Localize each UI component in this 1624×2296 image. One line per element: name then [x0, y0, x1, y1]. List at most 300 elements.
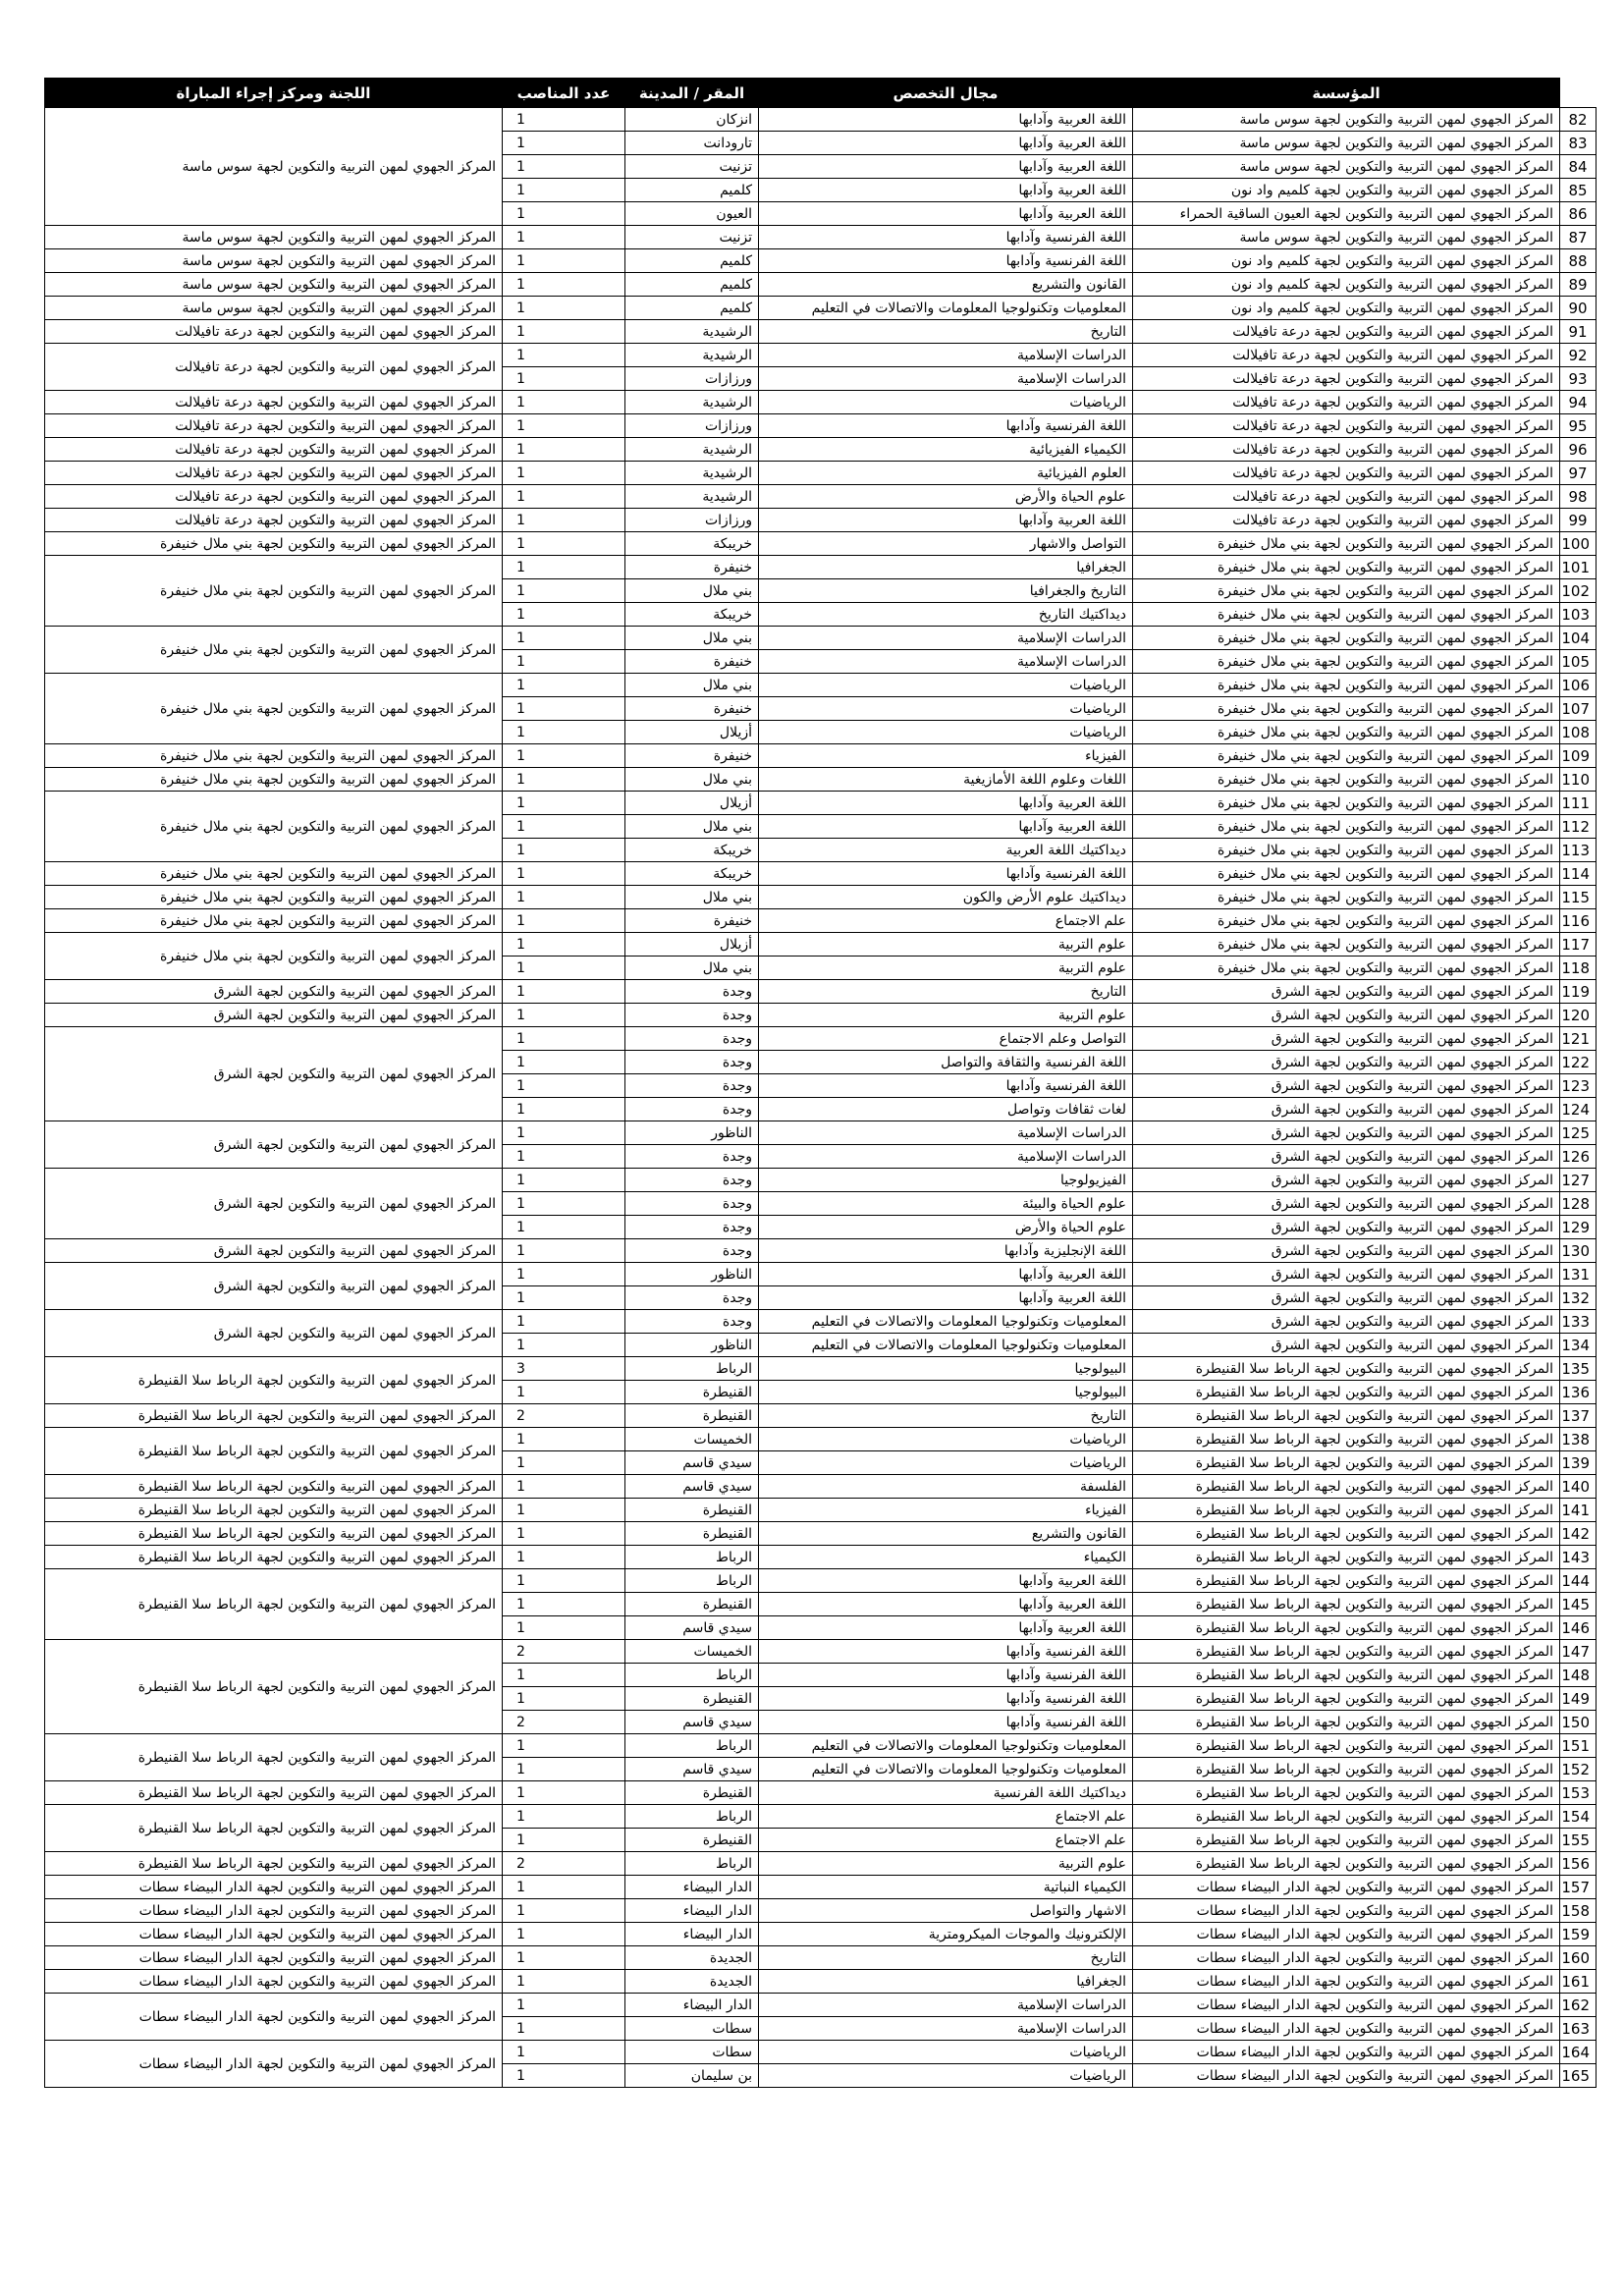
committee-cell: المركز الجهوي لمهن التربية والتكوين لجهة الشرق — [45, 1310, 503, 1357]
specialty-cell: الرياضيات — [759, 674, 1133, 697]
institution-cell: المركز الجهوي لمهن التربية والتكوين لجهة درعة تافيلالت — [1133, 462, 1560, 485]
institution-cell: المركز الجهوي لمهن التربية والتكوين لجهة الرباط سلا القنيطرة — [1133, 1805, 1560, 1829]
institution-cell: المركز الجهوي لمهن التربية والتكوين لجهة بني ملال خنيفرة — [1133, 933, 1560, 957]
positions-count-cell: 1 — [503, 627, 625, 650]
specialty-cell: الكيمياء — [759, 1546, 1133, 1569]
specialty-cell: اللغة العربية وآدابها — [759, 1593, 1133, 1616]
specialty-cell: المعلوميات وتكنولوجيا المعلومات والاتصالات في التعليم — [759, 1758, 1133, 1781]
specialty-cell: الدراسات الإسلامية — [759, 344, 1133, 367]
specialty-cell: اللغة الفرنسية وآدابها — [759, 249, 1133, 273]
specialty-cell: الكيمياء النباتية — [759, 1876, 1133, 1899]
city-cell: بني ملال — [625, 768, 759, 792]
row-number: 137 — [1560, 1404, 1597, 1428]
committee-cell: المركز الجهوي لمهن التربية والتكوين لجهة سوس ماسة — [45, 273, 503, 297]
specialty-cell: ديداكتيك اللغة العربية — [759, 839, 1133, 862]
positions-count-cell: 1 — [503, 886, 625, 909]
row-number: 114 — [1560, 862, 1597, 886]
city-cell: بني ملال — [625, 579, 759, 603]
city-cell: سيدي قاسم — [625, 1758, 759, 1781]
committee-cell: المركز الجهوي لمهن التربية والتكوين لجهة الرباط سلا القنيطرة — [45, 1475, 503, 1499]
institution-cell: المركز الجهوي لمهن التربية والتكوين لجهة الرباط سلا القنيطرة — [1133, 1664, 1560, 1687]
row-number: 146 — [1560, 1616, 1597, 1640]
institution-cell: المركز الجهوي لمهن التربية والتكوين لجهة بني ملال خنيفرة — [1133, 957, 1560, 980]
committee-cell: المركز الجهوي لمهن التربية والتكوين لجهة الرباط سلا القنيطرة — [45, 1357, 503, 1404]
specialty-cell: الفلسفة — [759, 1475, 1133, 1499]
institution-cell: المركز الجهوي لمهن التربية والتكوين لجهة الدار البيضاء سطات — [1133, 1899, 1560, 1923]
city-cell: تزنيت — [625, 155, 759, 179]
row-number: 96 — [1560, 438, 1597, 462]
city-cell: الدار البيضاء — [625, 1994, 759, 2017]
positions-count-cell: 1 — [503, 862, 625, 886]
positions-count-cell: 1 — [503, 1310, 625, 1334]
row-number: 158 — [1560, 1899, 1597, 1923]
row-number: 115 — [1560, 886, 1597, 909]
institution-cell: المركز الجهوي لمهن التربية والتكوين لجهة الشرق — [1133, 980, 1560, 1004]
positions-count-cell: 1 — [503, 650, 625, 674]
city-cell: خنيفرة — [625, 650, 759, 674]
table-row — [45, 1499, 1597, 1522]
city-cell: سيدي قاسم — [625, 1711, 759, 1734]
committee-cell: المركز الجهوي لمهن التربية والتكوين لجهة الشرق — [45, 1239, 503, 1263]
institution-cell: المركز الجهوي لمهن التربية والتكوين لجهة الدار البيضاء سطات — [1133, 2017, 1560, 2041]
positions-count-cell: 1 — [503, 179, 625, 202]
positions-count-cell: 1 — [503, 2064, 625, 2088]
specialty-cell: اللغة الفرنسية وآدابها — [759, 1687, 1133, 1711]
specialty-cell: الرياضيات — [759, 1451, 1133, 1475]
committee-cell: المركز الجهوي لمهن التربية والتكوين لجهة الشرق — [45, 980, 503, 1004]
table-row — [45, 1239, 1597, 1263]
city-cell: وجدة — [625, 1004, 759, 1027]
row-number: 90 — [1560, 297, 1597, 320]
committee-cell: المركز الجهوي لمهن التربية والتكوين لجهة الرباط سلا القنيطرة — [45, 1546, 503, 1569]
committee-cell: المركز الجهوي لمهن التربية والتكوين لجهة الرباط سلا القنيطرة — [45, 1499, 503, 1522]
table-row — [45, 909, 1597, 933]
institution-cell: المركز الجهوي لمهن التربية والتكوين لجهة الرباط سلا القنيطرة — [1133, 1357, 1560, 1381]
city-cell: الخميسات — [625, 1428, 759, 1451]
committee-cell: المركز الجهوي لمهن التربية والتكوين لجهة بني ملال خنيفرة — [45, 627, 503, 674]
table-row — [45, 249, 1597, 273]
city-cell: وجدة — [625, 1286, 759, 1310]
city-cell: بني ملال — [625, 886, 759, 909]
positions-count-cell: 1 — [503, 1546, 625, 1569]
positions-count-cell: 1 — [503, 1687, 625, 1711]
positions-count-cell: 1 — [503, 1121, 625, 1145]
specialty-cell: علم الاجتماع — [759, 1805, 1133, 1829]
specialty-cell: اللغة العربية وآدابها — [759, 1616, 1133, 1640]
row-number: 120 — [1560, 1004, 1597, 1027]
city-cell: بني ملال — [625, 957, 759, 980]
committee-cell: المركز الجهوي لمهن التربية والتكوين لجهة الرباط سلا القنيطرة — [45, 1852, 503, 1876]
header-number — [1560, 79, 1597, 108]
institution-cell: المركز الجهوي لمهن التربية والتكوين لجهة بني ملال خنيفرة — [1133, 909, 1560, 933]
table-row — [45, 1263, 1597, 1286]
row-number: 104 — [1560, 627, 1597, 650]
institution-cell: المركز الجهوي لمهن التربية والتكوين لجهة بني ملال خنيفرة — [1133, 862, 1560, 886]
row-number: 142 — [1560, 1522, 1597, 1546]
row-number: 119 — [1560, 980, 1597, 1004]
row-number: 161 — [1560, 1970, 1597, 1994]
specialty-cell: اللغة الفرنسية وآدابها — [759, 862, 1133, 886]
specialty-cell: علوم التربية — [759, 957, 1133, 980]
row-number: 164 — [1560, 2041, 1597, 2064]
institution-cell: المركز الجهوي لمهن التربية والتكوين لجهة الرباط سلا القنيطرة — [1133, 1404, 1560, 1428]
positions-count-cell: 1 — [503, 1051, 625, 1074]
committee-cell: المركز الجهوي لمهن التربية والتكوين لجهة الدار البيضاء سطات — [45, 1946, 503, 1970]
table-row — [45, 1546, 1597, 1569]
city-cell: الرشيدية — [625, 344, 759, 367]
city-cell: الجديدة — [625, 1946, 759, 1970]
city-cell: ورزازات — [625, 509, 759, 532]
positions-count-cell: 1 — [503, 1428, 625, 1451]
institution-cell: المركز الجهوي لمهن التربية والتكوين لجهة درعة تافيلالت — [1133, 509, 1560, 532]
row-number: 136 — [1560, 1381, 1597, 1404]
table-row — [45, 391, 1597, 414]
committee-cell: المركز الجهوي لمهن التربية والتكوين لجهة الشرق — [45, 1263, 503, 1310]
city-cell: خريبكة — [625, 603, 759, 627]
positions-count-cell: 1 — [503, 980, 625, 1004]
specialty-cell: الرياضيات — [759, 697, 1133, 721]
positions-count-cell: 1 — [503, 2017, 625, 2041]
row-number: 112 — [1560, 815, 1597, 839]
institution-cell: المركز الجهوي لمهن التربية والتكوين لجهة كلميم واد نون — [1133, 179, 1560, 202]
row-number: 130 — [1560, 1239, 1597, 1263]
positions-count-cell: 1 — [503, 697, 625, 721]
specialty-cell: الرياضيات — [759, 2041, 1133, 2064]
institution-cell: المركز الجهوي لمهن التربية والتكوين لجهة الدار البيضاء سطات — [1133, 2041, 1560, 2064]
specialty-cell: المعلوميات وتكنولوجيا المعلومات والاتصالات في التعليم — [759, 1334, 1133, 1357]
row-number: 145 — [1560, 1593, 1597, 1616]
row-number: 82 — [1560, 108, 1597, 132]
positions-count-cell: 1 — [503, 1499, 625, 1522]
table-row — [45, 1404, 1597, 1428]
specialty-cell: المعلوميات وتكنولوجيا المعلومات والاتصالات في التعليم — [759, 297, 1133, 320]
specialty-cell: علوم الحياة والبيئة — [759, 1192, 1133, 1216]
institution-cell: المركز الجهوي لمهن التربية والتكوين لجهة سوس ماسة — [1133, 155, 1560, 179]
table-row — [45, 1946, 1597, 1970]
city-cell: الرباط — [625, 1357, 759, 1381]
specialty-cell: الدراسات الإسلامية — [759, 1994, 1133, 2017]
row-number: 93 — [1560, 367, 1597, 391]
committee-cell: المركز الجهوي لمهن التربية والتكوين لجهة الدار البيضاء سطات — [45, 1994, 503, 2041]
row-number: 148 — [1560, 1664, 1597, 1687]
institution-cell: المركز الجهوي لمهن التربية والتكوين لجهة الشرق — [1133, 1004, 1560, 1027]
committee-cell: المركز الجهوي لمهن التربية والتكوين لجهة الشرق — [45, 1169, 503, 1239]
positions-count-cell: 1 — [503, 744, 625, 768]
city-cell: سيدي قاسم — [625, 1616, 759, 1640]
specialty-cell: علوم التربية — [759, 1852, 1133, 1876]
positions-count-cell: 1 — [503, 320, 625, 344]
positions-count-cell: 1 — [503, 1475, 625, 1499]
committee-cell: المركز الجهوي لمهن التربية والتكوين لجهة الدار البيضاء سطات — [45, 1970, 503, 1994]
institution-cell: المركز الجهوي لمهن التربية والتكوين لجهة درعة تافيلالت — [1133, 344, 1560, 367]
row-number: 135 — [1560, 1357, 1597, 1381]
positions-count-cell: 1 — [503, 1098, 625, 1121]
specialty-cell: الاشهار والتواصل — [759, 1899, 1133, 1923]
table-row — [45, 556, 1597, 579]
committee-cell: المركز الجهوي لمهن التربية والتكوين لجهة بني ملال خنيفرة — [45, 909, 503, 933]
city-cell: بني ملال — [625, 627, 759, 650]
institution-cell: المركز الجهوي لمهن التربية والتكوين لجهة الدار البيضاء سطات — [1133, 1876, 1560, 1899]
city-cell: أزيلال — [625, 792, 759, 815]
institution-cell: المركز الجهوي لمهن التربية والتكوين لجهة الشرق — [1133, 1145, 1560, 1169]
city-cell: القنيطرة — [625, 1593, 759, 1616]
positions-count-cell: 2 — [503, 1404, 625, 1428]
positions-count-cell: 1 — [503, 1027, 625, 1051]
row-number: 83 — [1560, 132, 1597, 155]
specialty-cell: المعلوميات وتكنولوجيا المعلومات والاتصالات في التعليم — [759, 1310, 1133, 1334]
table-row — [45, 1475, 1597, 1499]
positions-count-cell: 1 — [503, 2041, 625, 2064]
positions-count-cell: 1 — [503, 226, 625, 249]
city-cell: القنيطرة — [625, 1687, 759, 1711]
table-row — [45, 462, 1597, 485]
city-cell: وجدة — [625, 1051, 759, 1074]
city-cell: بن سليمان — [625, 2064, 759, 2088]
positions-count-cell: 1 — [503, 108, 625, 132]
header-committee: اللجنة ومركز إجراء المباراة — [45, 79, 503, 108]
row-number: 150 — [1560, 1711, 1597, 1734]
city-cell: الجديدة — [625, 1970, 759, 1994]
city-cell: وجدة — [625, 1192, 759, 1216]
row-number: 84 — [1560, 155, 1597, 179]
table-row — [45, 1310, 1597, 1334]
row-number: 139 — [1560, 1451, 1597, 1475]
table-row — [45, 273, 1597, 297]
institution-cell: المركز الجهوي لمهن التربية والتكوين لجهة بني ملال خنيفرة — [1133, 556, 1560, 579]
city-cell: انزكان — [625, 108, 759, 132]
institution-cell: المركز الجهوي لمهن التربية والتكوين لجهة الرباط سلا القنيطرة — [1133, 1758, 1560, 1781]
institution-cell: المركز الجهوي لمهن التربية والتكوين لجهة الشرق — [1133, 1310, 1560, 1334]
city-cell: وجدة — [625, 1074, 759, 1098]
institution-cell: المركز الجهوي لمهن التربية والتكوين لجهة درعة تافيلالت — [1133, 438, 1560, 462]
row-number: 100 — [1560, 532, 1597, 556]
row-number: 155 — [1560, 1829, 1597, 1852]
specialty-cell: اللغة العربية وآدابها — [759, 155, 1133, 179]
positions-count-cell: 1 — [503, 1334, 625, 1357]
institution-cell: المركز الجهوي لمهن التربية والتكوين لجهة الشرق — [1133, 1216, 1560, 1239]
city-cell: العيون — [625, 202, 759, 226]
city-cell: الدار البيضاء — [625, 1876, 759, 1899]
positions-count-cell: 1 — [503, 414, 625, 438]
positions-count-cell: 1 — [503, 249, 625, 273]
table-row — [45, 485, 1597, 509]
institution-cell: المركز الجهوي لمهن التربية والتكوين لجهة بني ملال خنيفرة — [1133, 744, 1560, 768]
city-cell: الرشيدية — [625, 438, 759, 462]
row-number: 123 — [1560, 1074, 1597, 1098]
table-row — [45, 1640, 1597, 1664]
specialty-cell: علوم الحياة والأرض — [759, 485, 1133, 509]
city-cell: ورزازات — [625, 367, 759, 391]
table-row — [45, 1994, 1597, 2017]
institution-cell: المركز الجهوي لمهن التربية والتكوين لجهة الرباط سلا القنيطرة — [1133, 1593, 1560, 1616]
positions-count-cell: 1 — [503, 532, 625, 556]
institution-cell: المركز الجهوي لمهن التربية والتكوين لجهة بني ملال خنيفرة — [1133, 579, 1560, 603]
specialty-cell: اللغة العربية وآدابها — [759, 202, 1133, 226]
institution-cell: المركز الجهوي لمهن التربية والتكوين لجهة سوس ماسة — [1133, 108, 1560, 132]
specialty-cell: التاريخ — [759, 1946, 1133, 1970]
table-row — [45, 1876, 1597, 1899]
specialty-cell: الجغرافيا — [759, 1970, 1133, 1994]
row-number: 128 — [1560, 1192, 1597, 1216]
institution-cell: المركز الجهوي لمهن التربية والتكوين لجهة درعة تافيلالت — [1133, 367, 1560, 391]
table-row — [45, 532, 1597, 556]
specialty-cell: اللغة الفرنسية وآدابها — [759, 1664, 1133, 1687]
specialty-cell: اللغة العربية وآدابها — [759, 132, 1133, 155]
city-cell: أزيلال — [625, 721, 759, 744]
institution-cell: المركز الجهوي لمهن التربية والتكوين لجهة الرباط سلا القنيطرة — [1133, 1734, 1560, 1758]
institution-cell: المركز الجهوي لمهن التربية والتكوين لجهة بني ملال خنيفرة — [1133, 627, 1560, 650]
positions-count-cell: 1 — [503, 462, 625, 485]
specialty-cell: الإلكترونيك والموجات الميكرومترية — [759, 1923, 1133, 1946]
specialty-cell: اللغة الفرنسية وآدابها — [759, 1711, 1133, 1734]
row-number: 156 — [1560, 1852, 1597, 1876]
committee-cell: المركز الجهوي لمهن التربية والتكوين لجهة الرباط سلا القنيطرة — [45, 1781, 503, 1805]
specialty-cell: التواصل والاشهار — [759, 532, 1133, 556]
row-number: 98 — [1560, 485, 1597, 509]
row-number: 89 — [1560, 273, 1597, 297]
committee-cell: المركز الجهوي لمهن التربية والتكوين لجهة الدار البيضاء سطات — [45, 1876, 503, 1899]
positions-count-cell: 1 — [503, 1664, 625, 1687]
specialty-cell: الدراسات الإسلامية — [759, 367, 1133, 391]
positions-count-cell: 1 — [503, 721, 625, 744]
positions-count-cell: 1 — [503, 1994, 625, 2017]
city-cell: الرباط — [625, 1546, 759, 1569]
specialty-cell: اللغة الإنجليزية وآدابها — [759, 1239, 1133, 1263]
positions-count-cell: 1 — [503, 579, 625, 603]
city-cell: القنيطرة — [625, 1404, 759, 1428]
specialty-cell: علم الاجتماع — [759, 909, 1133, 933]
city-cell: بني ملال — [625, 674, 759, 697]
city-cell: سيدي قاسم — [625, 1451, 759, 1475]
table-row — [45, 2041, 1597, 2064]
committee-cell: المركز الجهوي لمهن التربية والتكوين لجهة درعة تافيلالت — [45, 485, 503, 509]
row-number: 160 — [1560, 1946, 1597, 1970]
table-row — [45, 344, 1597, 367]
institution-cell: المركز الجهوي لمهن التربية والتكوين لجهة كلميم واد نون — [1133, 249, 1560, 273]
committee-cell: المركز الجهوي لمهن التربية والتكوين لجهة بني ملال خنيفرة — [45, 886, 503, 909]
institution-cell: المركز الجهوي لمهن التربية والتكوين لجهة درعة تافيلالت — [1133, 320, 1560, 344]
institution-cell: المركز الجهوي لمهن التربية والتكوين لجهة درعة تافيلالت — [1133, 414, 1560, 438]
positions-count-cell: 1 — [503, 1734, 625, 1758]
city-cell: الرشيدية — [625, 391, 759, 414]
committee-cell: المركز الجهوي لمهن التربية والتكوين لجهة سوس ماسة — [45, 249, 503, 273]
table-row — [45, 1805, 1597, 1829]
city-cell: الرشيدية — [625, 320, 759, 344]
specialty-cell: التاريخ والجغرافيا — [759, 579, 1133, 603]
institution-cell: المركز الجهوي لمهن التربية والتكوين لجهة الرباط سلا القنيطرة — [1133, 1687, 1560, 1711]
institution-cell: المركز الجهوي لمهن التربية والتكوين لجهة الرباط سلا القنيطرة — [1133, 1451, 1560, 1475]
city-cell: كلميم — [625, 249, 759, 273]
row-number: 99 — [1560, 509, 1597, 532]
specialty-cell: الدراسات الإسلامية — [759, 2017, 1133, 2041]
specialty-cell: علوم التربية — [759, 933, 1133, 957]
specialty-cell: اللغة العربية وآدابها — [759, 179, 1133, 202]
city-cell: كلميم — [625, 273, 759, 297]
table-row — [45, 933, 1597, 957]
row-number: 116 — [1560, 909, 1597, 933]
row-number: 88 — [1560, 249, 1597, 273]
institution-cell: المركز الجهوي لمهن التربية والتكوين لجهة الشرق — [1133, 1239, 1560, 1263]
specialty-cell: اللغة العربية وآدابها — [759, 792, 1133, 815]
table-row — [45, 1004, 1597, 1027]
institution-cell: المركز الجهوي لمهن التربية والتكوين لجهة درعة تافيلالت — [1133, 485, 1560, 509]
specialty-cell: الرياضيات — [759, 391, 1133, 414]
institution-cell: المركز الجهوي لمهن التربية والتكوين لجهة بني ملال خنيفرة — [1133, 792, 1560, 815]
positions-count-cell: 1 — [503, 1451, 625, 1475]
table-row — [45, 320, 1597, 344]
positions-count-cell: 1 — [503, 933, 625, 957]
specialty-cell: الدراسات الإسلامية — [759, 650, 1133, 674]
city-cell: الدار البيضاء — [625, 1923, 759, 1946]
city-cell: وجدة — [625, 1169, 759, 1192]
institution-cell: المركز الجهوي لمهن التربية والتكوين لجهة الشرق — [1133, 1169, 1560, 1192]
city-cell: كلميم — [625, 179, 759, 202]
table-row — [45, 1522, 1597, 1546]
city-cell: خنيفرة — [625, 744, 759, 768]
institution-cell: المركز الجهوي لمهن التربية والتكوين لجهة الدار البيضاء سطات — [1133, 2064, 1560, 2088]
table-row — [45, 108, 1597, 132]
header-institution: المؤسسة — [1133, 79, 1560, 108]
city-cell: الرباط — [625, 1852, 759, 1876]
institution-cell: المركز الجهوي لمهن التربية والتكوين لجهة بني ملال خنيفرة — [1133, 886, 1560, 909]
positions-count-cell: 1 — [503, 1216, 625, 1239]
institution-cell: المركز الجهوي لمهن التربية والتكوين لجهة بني ملال خنيفرة — [1133, 697, 1560, 721]
institution-cell: المركز الجهوي لمهن التربية والتكوين لجهة كلميم واد نون — [1133, 273, 1560, 297]
row-number: 133 — [1560, 1310, 1597, 1334]
institution-cell: المركز الجهوي لمهن التربية والتكوين لجهة الرباط سلا القنيطرة — [1133, 1829, 1560, 1852]
positions-count-cell: 1 — [503, 839, 625, 862]
positions-count-cell: 1 — [503, 132, 625, 155]
committee-cell: المركز الجهوي لمهن التربية والتكوين لجهة الرباط سلا القنيطرة — [45, 1734, 503, 1781]
row-number: 140 — [1560, 1475, 1597, 1499]
table-row — [45, 744, 1597, 768]
city-cell: الرشيدية — [625, 485, 759, 509]
positions-count-cell: 1 — [503, 603, 625, 627]
institution-cell: المركز الجهوي لمهن التربية والتكوين لجهة الدار البيضاء سطات — [1133, 1970, 1560, 1994]
specialty-cell: اللغة العربية وآدابها — [759, 1286, 1133, 1310]
committee-cell: المركز الجهوي لمهن التربية والتكوين لجهة الدار البيضاء سطات — [45, 1899, 503, 1923]
institution-cell: المركز الجهوي لمهن التربية والتكوين لجهة بني ملال خنيفرة — [1133, 603, 1560, 627]
specialty-cell: العلوم الفيزيائية — [759, 462, 1133, 485]
specialty-cell: علم الاجتماع — [759, 1829, 1133, 1852]
row-number: 101 — [1560, 556, 1597, 579]
institution-cell: المركز الجهوي لمهن التربية والتكوين لجهة الشرق — [1133, 1334, 1560, 1357]
institution-cell: المركز الجهوي لمهن التربية والتكوين لجهة الرباط سلا القنيطرة — [1133, 1499, 1560, 1522]
city-cell: خنيفرة — [625, 909, 759, 933]
city-cell: وجدة — [625, 1310, 759, 1334]
specialty-cell: اللغة العربية وآدابها — [759, 509, 1133, 532]
row-number: 138 — [1560, 1428, 1597, 1451]
specialty-cell: المعلوميات وتكنولوجيا المعلومات والاتصالات في التعليم — [759, 1734, 1133, 1758]
row-number: 92 — [1560, 344, 1597, 367]
city-cell: تارودانت — [625, 132, 759, 155]
table-row — [45, 1357, 1597, 1381]
specialty-cell: الفيزيولوجيا — [759, 1169, 1133, 1192]
row-number: 91 — [1560, 320, 1597, 344]
header-city: المقر / المدينة — [625, 79, 759, 108]
city-cell: القنيطرة — [625, 1781, 759, 1805]
specialty-cell: القانون والتشريع — [759, 273, 1133, 297]
institution-cell: المركز الجهوي لمهن التربية والتكوين لجهة الشرق — [1133, 1051, 1560, 1074]
row-number: 111 — [1560, 792, 1597, 815]
row-number: 165 — [1560, 2064, 1597, 2088]
table-row — [45, 1121, 1597, 1145]
positions-count-cell: 1 — [503, 1263, 625, 1286]
institution-cell: المركز الجهوي لمهن التربية والتكوين لجهة الرباط سلا القنيطرة — [1133, 1711, 1560, 1734]
specialty-cell: البيولوجيا — [759, 1357, 1133, 1381]
institution-cell: المركز الجهوي لمهن التربية والتكوين لجهة الرباط سلا القنيطرة — [1133, 1522, 1560, 1546]
row-number: 107 — [1560, 697, 1597, 721]
